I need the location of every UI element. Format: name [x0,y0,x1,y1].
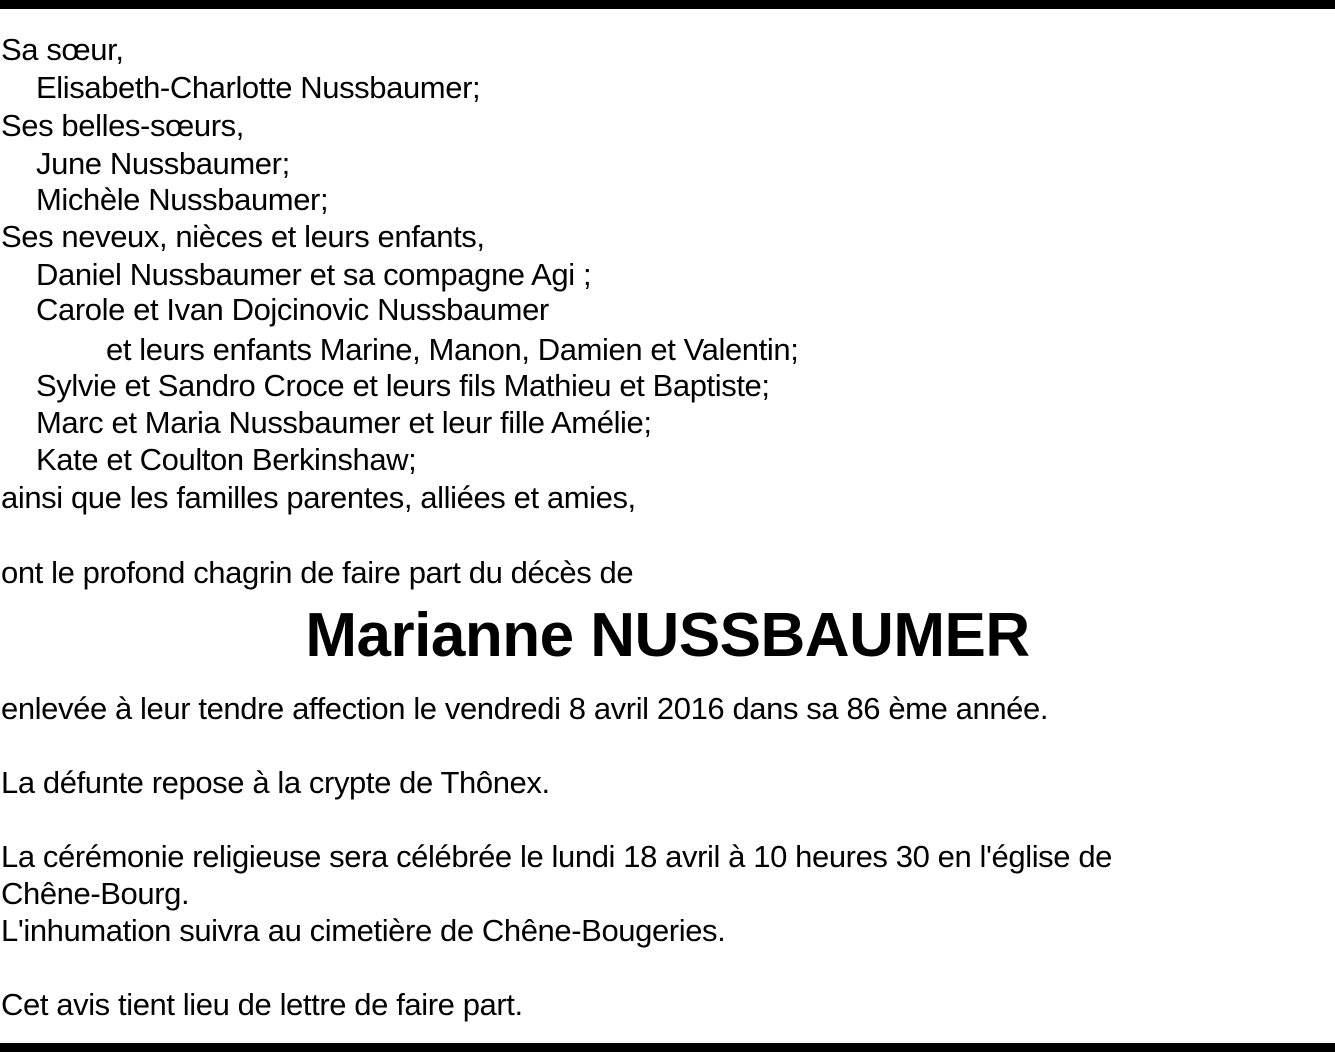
ceremony-line-continuation: Chêne-Bourg. [1,876,190,911]
burial-line: L'inhumation suivra au cimetière de Chêne-Bougeries. [1,913,726,948]
family-member: Marc et Maria Nussbaumer et leur fille Amélie; [36,405,652,440]
bottom-border-rule [0,1043,1335,1052]
family-member: Elisabeth-Charlotte Nussbaumer; [36,70,481,105]
family-member: Sylvie et Sandro Croce et leurs fils Mathieu et Baptiste; [36,368,770,403]
repose-location: La défunte repose à la crypte de Thônex. [1,765,550,800]
death-date-line: enlevée à leur tendre affection le vendredi 8 avril 2016 dans sa 86 ème année. [1,691,1049,726]
family-member: Kate et Coulton Berkinshaw; [36,442,417,477]
family-member: Carole et Ivan Dojcinovic Nussbaumer [36,292,549,327]
top-border-rule [0,0,1335,9]
family-member: Daniel Nussbaumer et sa compagne Agi ; [36,257,592,292]
family-member: Michèle Nussbaumer; [36,182,329,217]
family-member: June Nussbaumer; [36,146,290,181]
deceased-name: Marianne NUSSBAUMER [305,601,1030,670]
family-heading-nephews-nieces: Ses neveux, nièces et leurs enfants, [1,219,485,254]
family-heading-sister: Sa sœur, [1,32,124,67]
ceremony-line: La cérémonie religieuse sera célébrée le lundi 18 avril à 10 heures 30 en l'église de [1,839,1113,874]
closing-line: Cet avis tient lieu de lettre de faire part. [1,987,523,1022]
family-member-continuation: et leurs enfants Marine, Manon, Damien et Valentin; [106,332,799,367]
announcement-line: ont le profond chagrin de faire part du décès de [1,555,634,590]
family-heading-sisters-in-law: Ses belles-sœurs, [1,108,244,143]
family-closing-line: ainsi que les familles parentes, alliées et amies, [1,480,636,515]
